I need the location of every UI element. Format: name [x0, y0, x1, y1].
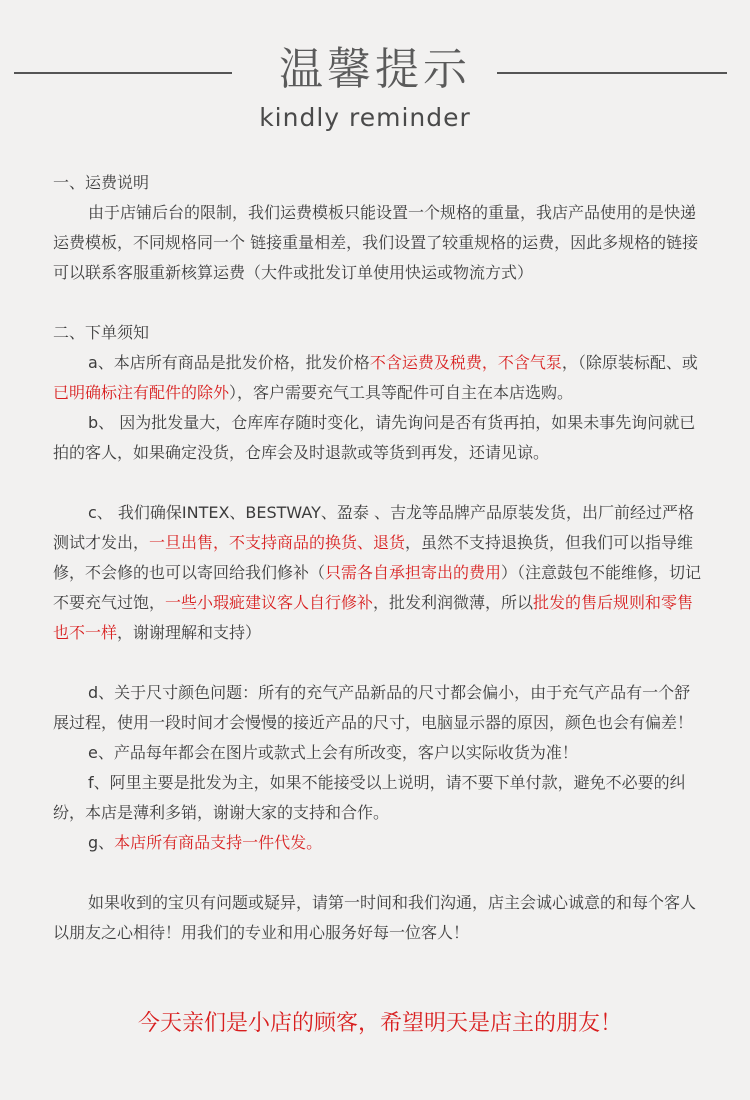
right-divider-line [497, 72, 727, 74]
page-subtitle: kindly reminder [259, 103, 471, 132]
item-a-highlight-1: 不含运费及税费，不含气泵 [369, 353, 562, 372]
item-c-text-3: ）（注意鼓包不能维修，切记不要充气过饱， [53, 563, 702, 612]
item-c-highlight-3: 一些小瑕疵建议客人自行修补 [165, 593, 374, 612]
item-a-text-2: ，（除原装标配、或 [561, 353, 698, 372]
ordering-item-f: f、阿里主要是批发为主，如果不能接受以上说明，请不要下单付款，避免不必要的纠纷，本店是薄利多销，谢谢大家的支持和合作。 [53, 773, 686, 822]
item-a-text-1: a、本店所有商品是批发价格，批发价格 [88, 353, 370, 372]
item-c-highlight-1: 一旦出售，不支持商品的换货、退货 [149, 533, 406, 552]
closing-slogan: 今天亲们是小店的顾客，希望明天是店主的朋友！ [137, 1011, 622, 1036]
item-c-text-2: ，虽然不支持退换货，但我们可以指导维修，不会修的也可以寄回给我们修补（ [53, 533, 694, 582]
notice-content [53, 168, 703, 948]
item-c-highlight-4: 批发的售后规则和零售也不一样 [53, 593, 694, 642]
item-c-text-4: ，批发利润微薄，所以 [373, 593, 534, 612]
header [0, 0, 750, 140]
closing-paragraph: 如果收到的宝贝有问题或疑异，请第一时间和我们沟通，店主会诚心诚意的和每个客人以朋友之心相待！用我们的专业和用心服务好每一位客人！ [53, 893, 697, 942]
ordering-heading: 二、下单须知 [53, 323, 150, 342]
item-g-highlight: 本店所有商品支持一件代发。 [114, 833, 323, 852]
shipping-heading: 一、运费说明 [53, 173, 150, 192]
ordering-item-d: d、关于尺寸颜色问题：所有的充气产品新品的尺寸都会偏小，由于充气产品有一个舒展过程，使用一段时间才会慢慢的接近产品的尺寸，电脑显示器的原因，颜色也会有偏差！ [53, 683, 694, 732]
ordering-item-b: b、 因为批发量大，仓库库存随时变化，请先询问是否有货再拍，如果未事先询问就已拍的客人，如果确定没货，仓库会及时退款或等货到再发，还请见谅。 [53, 413, 696, 462]
shipping-body: 由于店铺后台的限制，我们运费模板只能设置一个规格的重量，我店产品使用的是快递运费模板，不同规格同一个 链接重量相差，我们设置了较重规格的运费，因此多规格的链接可以联系客服重新核算运费（大件或批发订单使用快运或物流方式） [53, 203, 699, 282]
ordering-item-c [53, 498, 703, 648]
item-c-text-5: ，谢谢理解和支持） [117, 623, 262, 642]
ordering-item-e: e、产品每年都会在图片或款式上会有所改变，客户以实际收货为准！ [88, 743, 578, 762]
item-a-highlight-2: 已明确标注有配件的除外 [53, 383, 230, 402]
item-c-text-1: c、 我们确保INTEX、BESTWAY、盈泰 、吉龙等品牌产品原装发货，出厂前经过严格测试才发出， [53, 503, 694, 552]
page-title: 温馨提示 [279, 44, 471, 95]
ordering-item-a [53, 348, 703, 408]
item-a-text-3: ），客户需要充气工具等配件可自主在本店选购。 [229, 383, 574, 402]
ordering-item-g [53, 828, 703, 858]
item-g-text: g、 [88, 833, 115, 852]
item-c-highlight-2: 只需各自承担寄出的费用 [325, 563, 502, 582]
